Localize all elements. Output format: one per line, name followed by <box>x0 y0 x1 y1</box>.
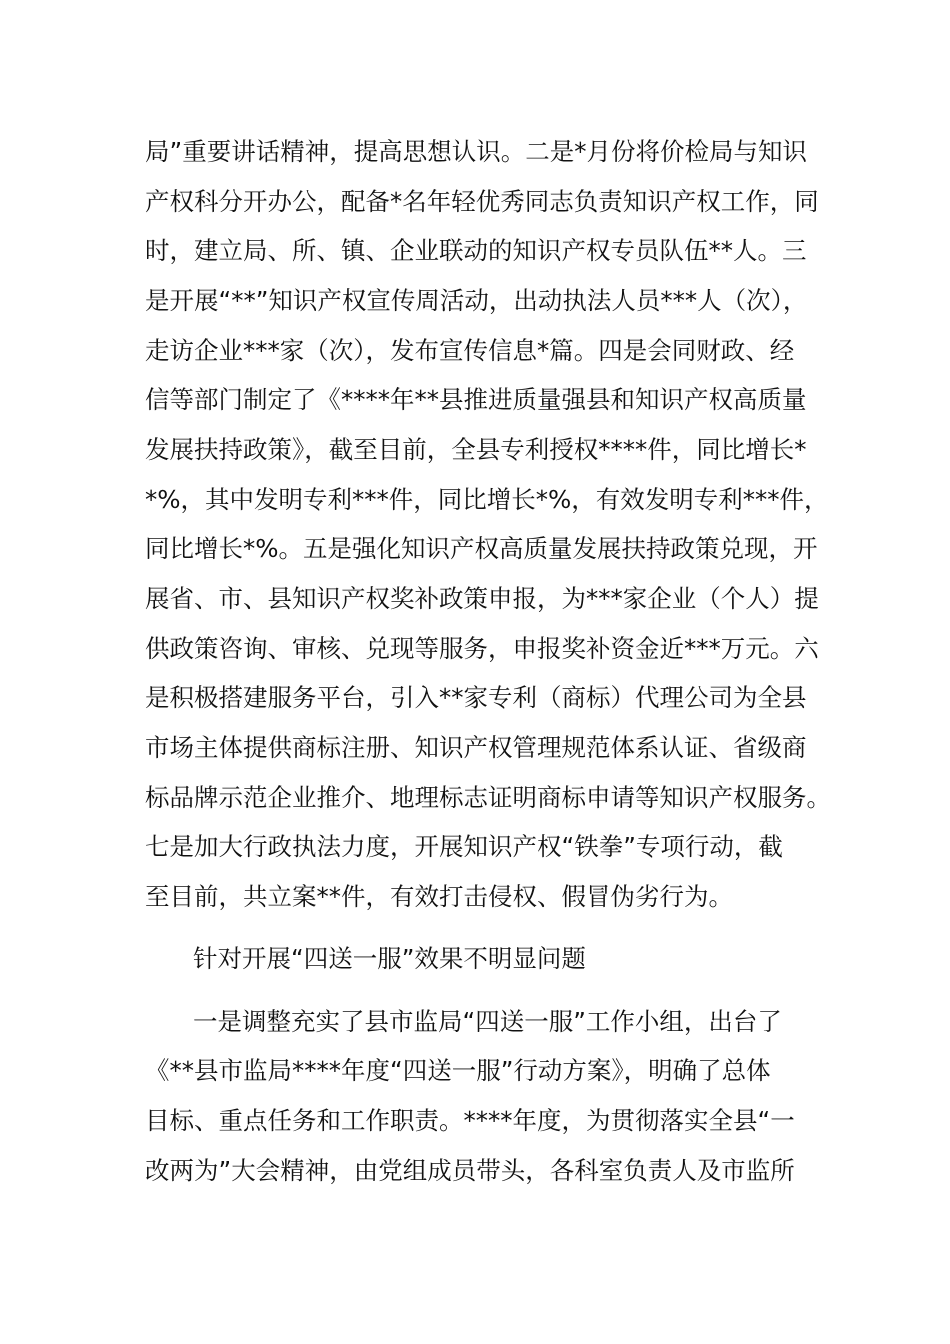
body-line: 供政策咨询、审核、兑现等服务，申报奖补资金近***万元。六 <box>145 634 819 663</box>
body-line: 展省、市、县知识产权奖补政策申报，为***家企业（个人）提 <box>145 584 819 613</box>
body-line: 时，建立局、所、镇、企业联动的知识产权专员队伍**人。三 <box>145 236 807 265</box>
body-line: 是积极搭建服务平台，引入**家专利（商标）代理公司为全县 <box>145 683 807 712</box>
body-line: *%，其中发明专利***件，同比增长*%，有效发明专利***件， <box>145 485 829 514</box>
body-line: 同比增长*%。五是强化知识产权高质量发展扶持政策兑现，开 <box>145 534 818 563</box>
body-line: 七是加大行政执法力度，开展知识产权“铁拳”专项行动，截 <box>145 832 783 861</box>
body-line: 局”重要讲话精神，提高思想认识。二是*月份将价检局与知识 <box>145 137 807 166</box>
body-line: 发展扶持政策》，截至目前，全县专利授权****件，同比增长* <box>145 435 807 464</box>
body-line: 产权科分开办公，配备*名年轻优秀同志负责知识产权工作，同 <box>145 187 819 216</box>
body-line: 是开展“**”知识产权宣传周活动，出动执法人员***人（次）， <box>145 286 808 315</box>
body-line: 一是调整充实了县市监局“四送一服”工作小组，出台了 <box>193 1007 782 1036</box>
body-line: 《**县市监局****年度“四送一服”行动方案》，明确了总体 <box>145 1056 771 1085</box>
body-line: 走访企业***家（次），发布宣传信息*篇。四是会同财政、经 <box>145 336 795 365</box>
body-line: 改两为”大会精神，由党组成员带头，各科室负责人及市监所 <box>145 1156 795 1185</box>
body-line: 至目前，共立案**件，有效打击侵权、假冒伪劣行为。 <box>145 882 733 911</box>
body-line: 目标、重点任务和工作职责。****年度，为贯彻落实全县“一 <box>145 1106 795 1135</box>
section-heading: 针对开展“四送一服”效果不明显问题 <box>193 944 586 973</box>
body-line: 市场主体提供商标注册、知识产权管理规范体系认证、省级商 <box>145 733 807 762</box>
body-line: 信等部门制定了《****年**县推进质量强县和知识产权高质量 <box>145 385 807 414</box>
body-line: 标品牌示范企业推介、地理标志证明商标申请等知识产权服务。 <box>145 783 831 812</box>
